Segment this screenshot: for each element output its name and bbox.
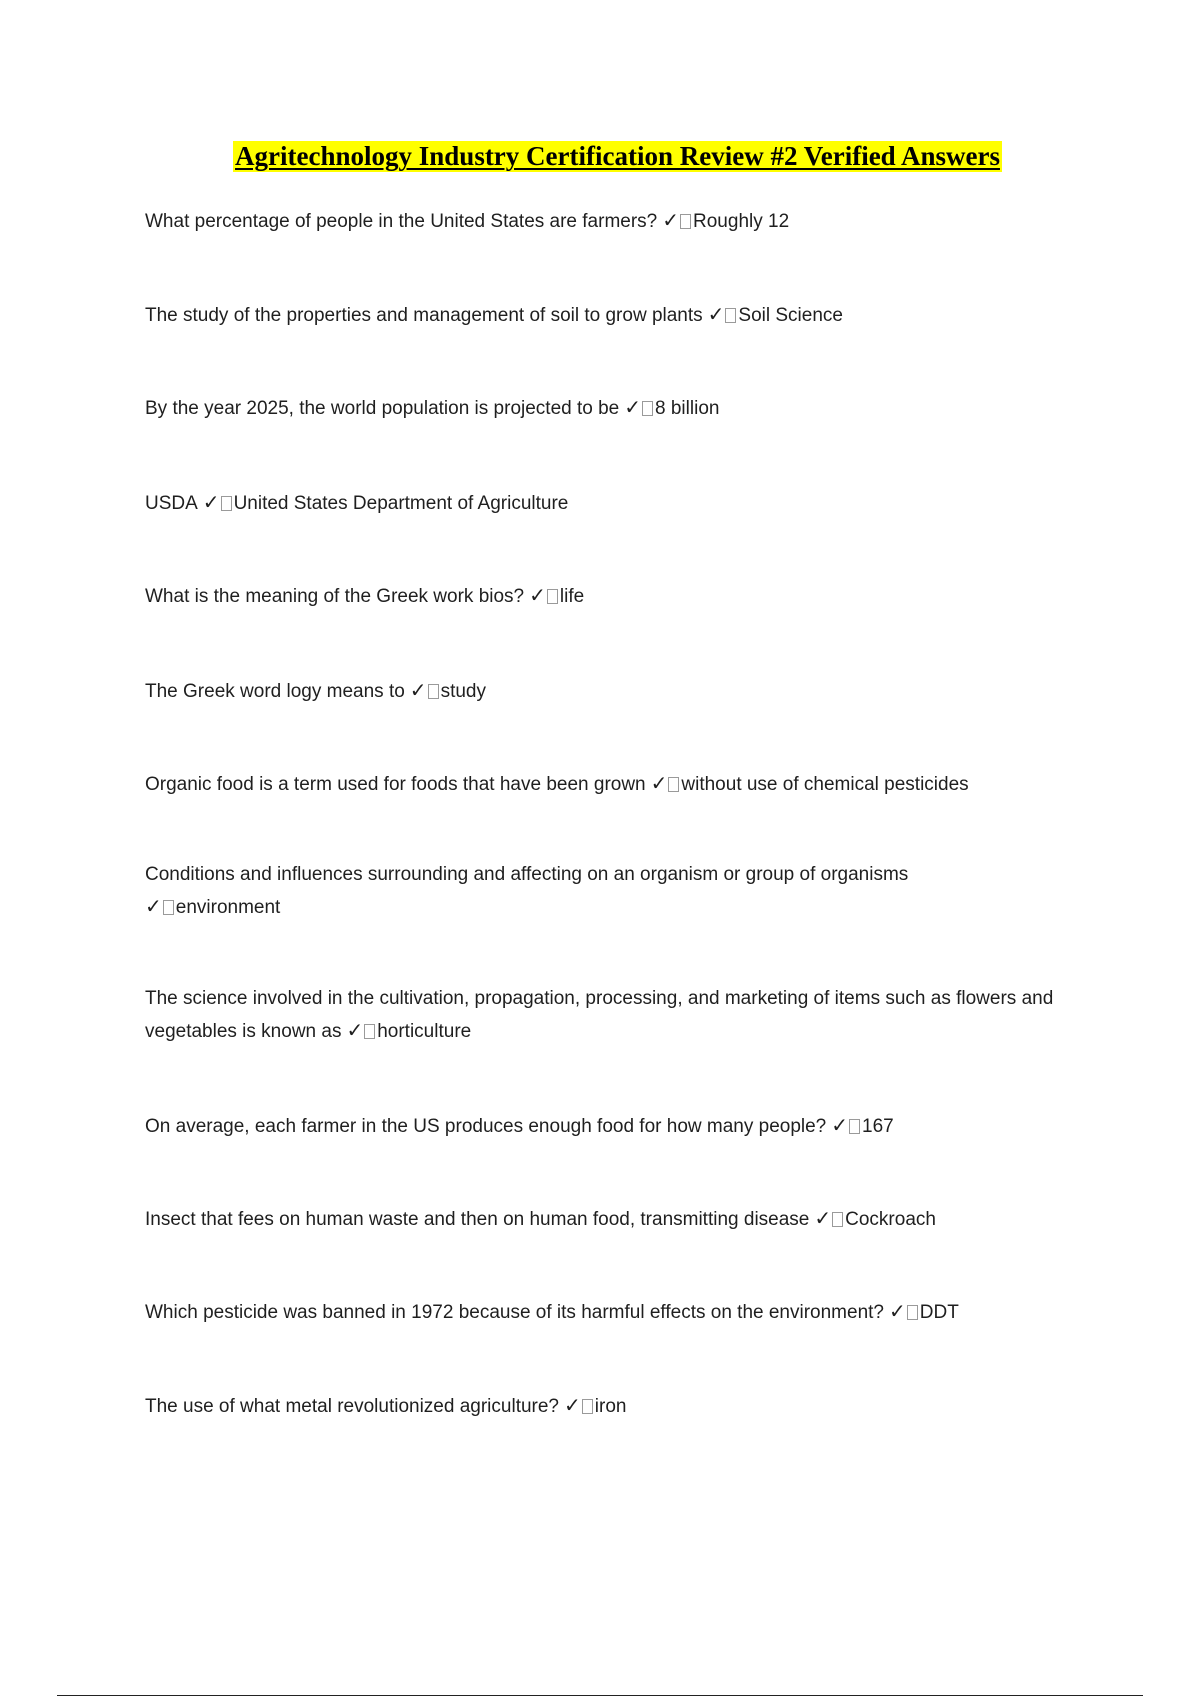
checkmark-icon: ✓ bbox=[831, 1115, 849, 1137]
checkmark-icon: ✓ bbox=[202, 492, 220, 514]
question-text: By the year 2025, the world population is projected to be bbox=[145, 398, 620, 419]
qa-item bbox=[145, 1296, 1135, 1329]
question-text: The Greek word logy means to bbox=[145, 681, 405, 702]
question-text: On average, each farmer in the US produces enough food for how many people? bbox=[145, 1116, 827, 1137]
checkmark-icon: ✓ bbox=[346, 1020, 364, 1042]
checkmark-icon: ✓ bbox=[529, 585, 546, 607]
missing-glyph-box-icon bbox=[163, 900, 174, 915]
qa-item bbox=[145, 1203, 1105, 1236]
question-text: What is the meaning of the Greek work bios? bbox=[145, 586, 525, 607]
answer-text: Cockroach bbox=[845, 1209, 936, 1230]
question-text: The science involved in the cultivation, propagation, processing, and marketing of items such as flowers and vegetables is known as bbox=[145, 988, 1054, 1042]
question-text: Which pesticide was banned in 1972 because of its harmful effects on the environment? bbox=[145, 1302, 884, 1323]
checkmark-icon: ✓ bbox=[707, 304, 725, 326]
answer-text: 8 billion bbox=[655, 398, 720, 419]
document-title: Agritechnology Industry Certification Review #2 Verified Answers bbox=[235, 141, 1000, 171]
missing-glyph-box-icon bbox=[849, 1119, 860, 1134]
missing-glyph-box-icon bbox=[668, 777, 679, 792]
question-text: The study of the properties and management of soil to grow plants bbox=[145, 305, 703, 326]
missing-glyph-box-icon bbox=[582, 1399, 593, 1414]
question-text: USDA bbox=[145, 493, 198, 514]
answer-text: United States Department of Agriculture bbox=[233, 493, 569, 514]
missing-glyph-box-icon bbox=[680, 214, 691, 229]
answer-text: life bbox=[559, 586, 585, 607]
qa-item bbox=[145, 1110, 1105, 1143]
qa-item bbox=[145, 983, 1100, 1048]
answer-text: study bbox=[440, 681, 486, 702]
qa-item bbox=[145, 487, 1105, 520]
qa-item bbox=[145, 392, 1105, 425]
answer-text: without use of chemical pesticides bbox=[681, 774, 969, 795]
answer-text: environment bbox=[175, 897, 281, 918]
title-wrapper bbox=[0, 141, 1200, 172]
qa-item bbox=[145, 859, 975, 924]
qa-item bbox=[145, 1390, 1105, 1423]
question-text: Insect that fees on human waste and then on human food, transmitting disease bbox=[145, 1209, 810, 1230]
checkmark-icon: ✓ bbox=[662, 210, 680, 232]
checkmark-icon: ✓ bbox=[650, 773, 668, 795]
missing-glyph-box-icon bbox=[547, 589, 558, 604]
missing-glyph-box-icon bbox=[221, 496, 232, 511]
qa-item bbox=[145, 205, 1105, 238]
question-text: Conditions and influences surrounding and affecting on an organism or group of organisms bbox=[145, 864, 909, 885]
missing-glyph-box-icon bbox=[907, 1305, 918, 1320]
qa-item bbox=[145, 580, 1105, 613]
qa-item bbox=[145, 299, 1105, 332]
missing-glyph-box-icon bbox=[364, 1024, 375, 1039]
qa-item bbox=[145, 768, 1105, 801]
missing-glyph-box-icon bbox=[642, 401, 653, 416]
answer-text: iron bbox=[594, 1396, 627, 1417]
answer-text: Soil Science bbox=[738, 305, 843, 326]
missing-glyph-box-icon bbox=[725, 308, 736, 323]
qa-item bbox=[145, 675, 1105, 708]
answer-text: 167 bbox=[862, 1116, 894, 1137]
answer-text: DDT bbox=[919, 1302, 959, 1323]
checkmark-icon: ✓ bbox=[624, 397, 642, 419]
question-text: Organic food is a term used for foods that have been grown bbox=[145, 774, 646, 795]
answer-text: Roughly 12 bbox=[693, 211, 790, 232]
checkmark-icon: ✓ bbox=[888, 1301, 906, 1323]
question-text: What percentage of people in the United States are farmers? bbox=[145, 211, 658, 232]
missing-glyph-box-icon bbox=[428, 684, 439, 699]
question-text: The use of what metal revolutionized agriculture? bbox=[145, 1396, 560, 1417]
missing-glyph-box-icon bbox=[832, 1212, 843, 1227]
checkmark-icon: ✓ bbox=[409, 680, 427, 702]
checkmark-icon: ✓ bbox=[814, 1208, 832, 1230]
answer-text: horticulture bbox=[377, 1021, 472, 1042]
footer-divider bbox=[57, 1695, 1143, 1696]
checkmark-icon: ✓ bbox=[564, 1395, 581, 1417]
checkmark-icon: ✓ bbox=[145, 896, 162, 918]
